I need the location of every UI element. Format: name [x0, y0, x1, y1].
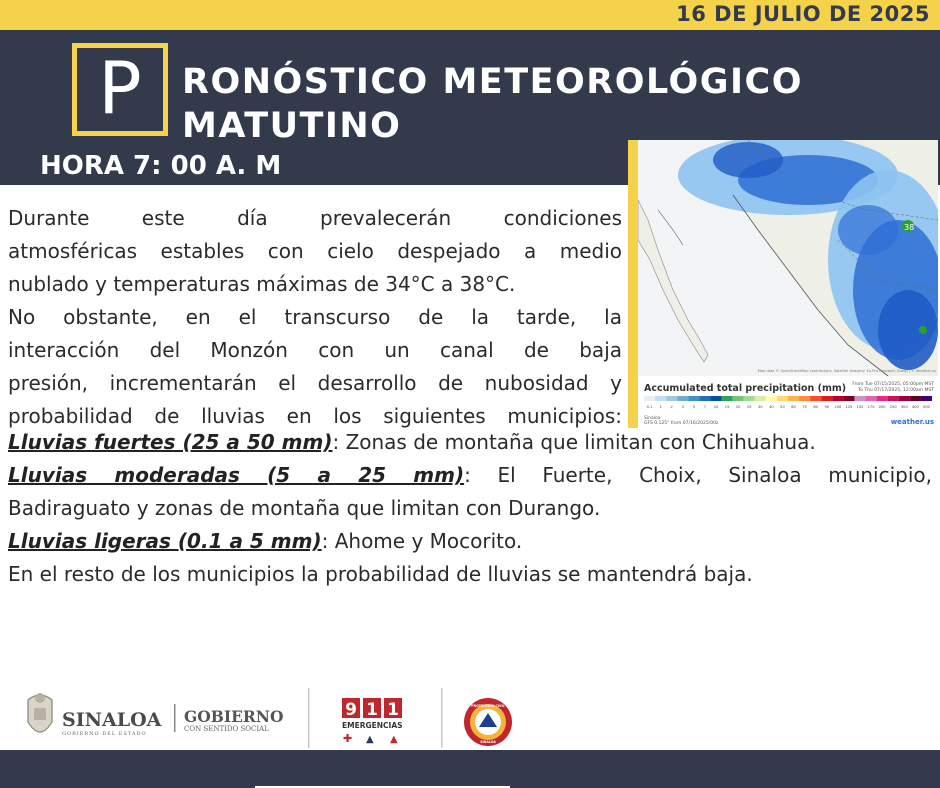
- scale-swatch: [810, 396, 821, 401]
- svg-text:▲: ▲: [390, 734, 398, 745]
- map-brand: weather.us: [890, 418, 934, 426]
- scale-swatch: [688, 396, 699, 401]
- scale-label: 10: [713, 405, 719, 409]
- scale-label: 80: [813, 405, 818, 409]
- scale-swatch: [843, 396, 854, 401]
- lluvias-ligeras-label: Lluvias ligeras (0.1 a 5 mm): [8, 529, 322, 553]
- p1-line-2: atmosféricas estables con cielo despejado a medio: [8, 239, 622, 263]
- scale-label: 30: [758, 405, 763, 409]
- scale-swatch: [854, 396, 865, 401]
- scale-swatch: [910, 396, 921, 401]
- num-1b: 1: [387, 700, 399, 720]
- map-valid-to: To Thu 07/17/2025, 12:00am MST: [858, 388, 934, 393]
- precipitation-map: [638, 140, 938, 428]
- p1-line-1: Durante este día prevalecerán condiciones: [8, 206, 622, 230]
- scale-swatch: [755, 396, 766, 401]
- scale-swatch: [799, 396, 810, 401]
- scale-label: 40: [769, 405, 774, 409]
- scale-swatch: [733, 396, 744, 401]
- lluvias-ligeras-text: : Ahome y Mocorito.: [321, 529, 523, 553]
- scale-swatch: [644, 396, 655, 401]
- p2-line-1: No obstante, en el transcurso de la tarde, la: [8, 305, 622, 329]
- logo-strip-graphic: [0, 680, 940, 750]
- lluvias-moderadas-cont: Badiraguato y zonas de montaña que limitan con Durango.: [8, 496, 601, 520]
- scale-label: 5: [692, 405, 695, 409]
- scale-swatch: [766, 396, 777, 401]
- scale-label: 500: [923, 405, 930, 409]
- svg-text:▲: ▲: [366, 734, 374, 745]
- logo-strip: [0, 680, 940, 750]
- scale-swatch: [710, 396, 721, 401]
- scale-swatch: [677, 396, 688, 401]
- top-date-bar: [0, 0, 940, 30]
- map-title: Accumulated total precipitation (mm): [644, 383, 847, 394]
- lluvias-moderadas-text: : El Fuerte, Choix, Sinaloa municipio,: [464, 463, 933, 487]
- scale-swatch: [888, 396, 899, 401]
- scale-swatch: [722, 396, 733, 401]
- sinaloa-crest-icon: [28, 693, 52, 732]
- scale-label: 50: [780, 405, 785, 409]
- sinaloa-logo-text: SINALOA: [62, 709, 162, 731]
- scale-label: 0.1: [646, 405, 653, 409]
- gobierno-logo-text: GOBIERNO: [184, 707, 284, 726]
- scale-swatch: [744, 396, 755, 401]
- lluvias-moderadas-label: Lluvias moderadas (5 a 25 mm): [8, 463, 465, 487]
- scale-swatch: [899, 396, 910, 401]
- title-line-2: MATUTINO: [182, 106, 402, 146]
- scale-swatch: [777, 396, 788, 401]
- scale-swatch: [699, 396, 710, 401]
- map-valid-from: From Tue 07/15/2025, 05:00pm MST: [852, 382, 934, 387]
- map-cell-value: 38: [904, 223, 915, 232]
- scale-label: 2: [670, 405, 673, 409]
- emergencias-911-logo: [342, 698, 403, 745]
- lluvias-fuertes-label: Lluvias fuertes (25 a 50 mm): [8, 430, 333, 454]
- proteccion-civil-logo: [464, 698, 512, 746]
- p1-line-3: nublado y temperaturas máximas de 34°C a 38°C.: [8, 272, 516, 296]
- scale-label: 300: [900, 405, 908, 409]
- map-region: Sinaloa: [644, 416, 661, 421]
- scale-label: 125: [845, 405, 853, 409]
- scale-swatch: [788, 396, 799, 401]
- svg-text:✚: ✚: [343, 732, 353, 745]
- resto-municipios: En el resto de los municipios la probabilidad de lluvias se mantendrá baja.: [8, 562, 753, 586]
- scale-label: 3: [681, 405, 684, 409]
- forecast-time: HORA 7: 00 A. M: [40, 151, 282, 181]
- report-date: 16 DE JULIO DE 2025: [676, 2, 930, 26]
- scale-label: 7: [703, 405, 707, 409]
- scale-swatch: [821, 396, 832, 401]
- scale-label: 15: [724, 405, 730, 409]
- lluvias-moderadas: [8, 459, 932, 492]
- page-title: [182, 60, 832, 148]
- scale-label: 70: [802, 405, 807, 409]
- pc-bottom-text: SINALOA: [480, 740, 496, 744]
- num-1a: 1: [366, 700, 378, 720]
- pc-top-text: PROTECCIÓN CIVIL: [471, 704, 505, 708]
- title-initial-box: P: [72, 43, 168, 136]
- sinaloa-logo-sub: GOBIERNO DEL ESTADO: [62, 731, 147, 737]
- map-attribution: Map data © OpenStreetMap contributors, Satellite Imagery: Ex-Pro Research Group | © Weather.us: [757, 369, 936, 373]
- scale-label: 250: [889, 405, 897, 409]
- scale-swatch: [921, 396, 932, 401]
- precipitation-map-graphic: [638, 140, 938, 428]
- scale-swatch: [666, 396, 677, 401]
- scale-label: 400: [911, 405, 919, 409]
- title-line-1: RONÓSTICO METEOROLÓGICO: [182, 62, 803, 102]
- gobierno-logo-sub: CON SENTIDO SOCIAL: [184, 725, 269, 733]
- lluvias-fuertes: [8, 426, 932, 459]
- p2-line-3: presión, incrementarán el desarrollo de nubosidad y: [8, 371, 622, 395]
- scale-label: 90: [824, 405, 830, 409]
- forecast-intro: [8, 202, 622, 433]
- scale-label: 175: [867, 405, 875, 409]
- scale-swatch: [655, 396, 666, 401]
- scale-label: 25: [746, 405, 752, 409]
- scale-swatch: [877, 396, 888, 401]
- map-model: GFS 0.125° from 07/16/2025/00z: [644, 421, 719, 426]
- scale-label: 20: [735, 405, 741, 409]
- scale-label: 60: [791, 405, 796, 409]
- scale-label: 1: [659, 405, 662, 409]
- footer-band: [0, 750, 940, 788]
- num-9: 9: [345, 700, 357, 720]
- emergencias-text: EMERGENCIAS: [342, 721, 403, 730]
- scale-swatch: [866, 396, 877, 401]
- scale-label: 200: [878, 405, 886, 409]
- lluvias-fuertes-text: : Zonas de montaña que limitan con Chihuahua.: [332, 430, 816, 454]
- scale-label: 150: [856, 405, 864, 409]
- p2-line-4: probabilidad de lluvias en los siguientes municipios:: [8, 404, 622, 428]
- lluvias-ligeras: [8, 525, 932, 558]
- scale-label: 100: [834, 405, 842, 409]
- p2-line-2: interacción del Monzón con un canal de baja: [8, 338, 622, 362]
- scale-swatch: [832, 396, 843, 401]
